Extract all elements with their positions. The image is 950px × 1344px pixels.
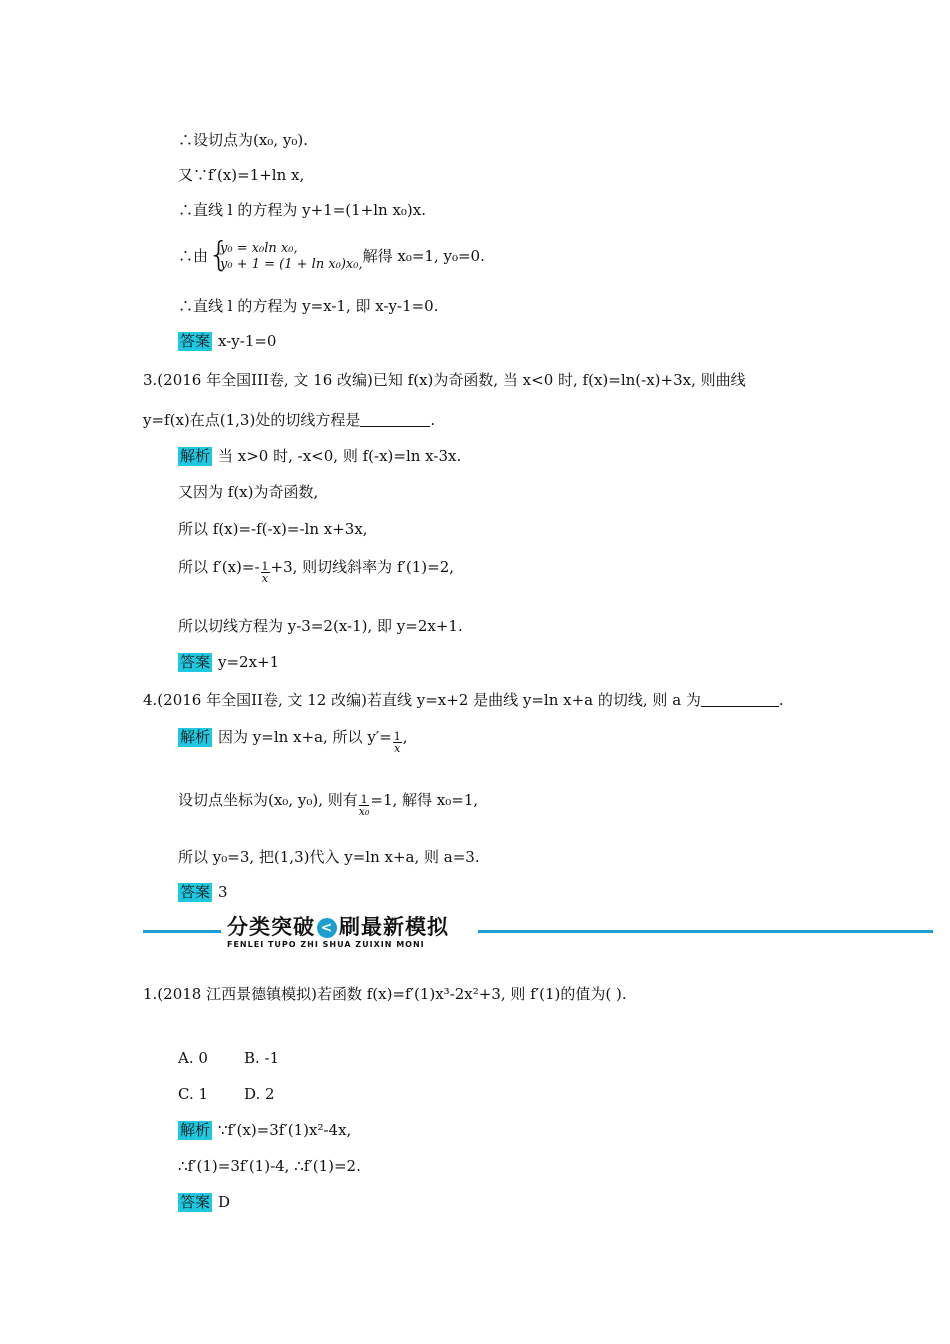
banner-rule-right [478, 930, 933, 933]
text-line: ∴设切点为(x₀, y₀). [178, 131, 308, 149]
text-line: 又∵f′(x)=1+ln x, [178, 166, 305, 184]
period: . [430, 411, 436, 429]
answer-value: 3 [218, 883, 228, 901]
system-equation-line [178, 235, 485, 275]
fraction [359, 794, 370, 817]
section-banner [143, 912, 933, 950]
denominator: x [394, 742, 401, 755]
text-line: 所以切线方程为 y-3=2(x-1), 即 y=2x+1. [178, 617, 463, 635]
fraction [261, 561, 270, 584]
arrow-left-icon: < [317, 918, 337, 938]
equation-system [208, 235, 363, 275]
banner-title-left: 分类突破 [227, 915, 315, 939]
answer-tag: 答案 [180, 653, 211, 671]
text-suffix: 解得 x₀=1, y₀=0. [362, 247, 485, 265]
question-text: 4.(2016 年全国II卷, 文 12 改编)若直线 y=x+2 是曲线 y=ln x+a 的切线, 则 a 为 [143, 691, 701, 709]
banner-title [227, 914, 449, 940]
option-a: A. 0 [178, 1049, 208, 1067]
fraction [393, 731, 402, 754]
analysis-line [178, 1120, 351, 1140]
banner-title-right: 刷最新模拟 [339, 915, 449, 939]
analysis-tag: 解析 [180, 1121, 211, 1139]
text-part: 所以 f′(x)=- [178, 558, 260, 576]
question-text: y=f(x)在点(1,3)处的切线方程是 [143, 411, 361, 429]
comma: , [402, 728, 408, 746]
answer-value: y=2x+1 [218, 653, 280, 671]
denominator: x [261, 572, 269, 585]
text-line: ∴f′(1)=3f′(1)-4, ∴f′(1)=2. [178, 1157, 361, 1175]
period: . [778, 691, 784, 709]
banner-subtitle: FENLEI TUPO ZHI SHUA ZUIXIN MONI [227, 940, 425, 949]
question-3-line-1: 3.(2016 年全国III卷, 文 16 改编)已知 f(x)为奇函数, 当 x<0 时, f(x)=ln(-x)+3x, 则曲线 [143, 371, 746, 389]
text-line-fraction [178, 557, 454, 584]
analysis-text: ∵f′(x)=3f′(1)x²-4x, [218, 1121, 352, 1139]
answer-value: x-y-1=0 [218, 332, 277, 350]
answer-value: D [218, 1193, 231, 1211]
numerator: 1 [360, 793, 368, 806]
equation-1: y₀ = x₀ln x₀, [220, 241, 298, 256]
text-line: 所以 f(x)=-f(-x)=-ln x+3x, [178, 520, 368, 538]
answer-tag: 答案 [180, 883, 211, 901]
analysis-line [178, 446, 461, 466]
question-4-line [143, 690, 784, 710]
brace-icon: { [208, 235, 230, 275]
text-line: ∴直线 l 的方程为 y=x-1, 即 x-y-1=0. [178, 297, 439, 315]
answer-line [178, 1192, 230, 1212]
answer-tag: 答案 [180, 1193, 211, 1211]
text-line: ∴直线 l 的方程为 y+1=(1+ln x₀)x. [178, 201, 426, 219]
option-c: C. 1 [178, 1085, 209, 1103]
mock-question-1: 1.(2018 江西景德镇模拟)若函数 f(x)=f′(1)x³-2x²+3, 则 f′(1)的值为( ). [143, 985, 627, 1003]
answer-line [178, 331, 276, 351]
answer-tag: 答案 [180, 332, 211, 350]
banner-rule-left [143, 930, 221, 933]
answer-blank [360, 412, 430, 427]
text-part: +3, 则切线斜率为 f′(1)=2, [270, 558, 455, 576]
analysis-line [178, 727, 408, 754]
text-part: 设切点坐标为(x₀, y₀), 则有 [178, 791, 358, 809]
text-line: 所以 y₀=3, 把(1,3)代入 y=ln x+a, 则 a=3. [178, 848, 480, 866]
answer-line [178, 882, 228, 902]
denominator: x₀ [358, 805, 370, 818]
options-row [178, 1084, 275, 1104]
analysis-text: 因为 y=ln x+a, 所以 y′= [218, 728, 392, 746]
text-prefix: ∴由 [178, 247, 209, 265]
answer-blank [701, 692, 779, 707]
analysis-tag: 解析 [180, 447, 211, 465]
question-3-line-2 [143, 410, 435, 430]
analysis-tag: 解析 [180, 728, 211, 746]
text-line-fraction [178, 790, 478, 817]
option-b: B. -1 [244, 1049, 280, 1067]
text-part: =1, 解得 x₀=1, [370, 791, 479, 809]
option-d: D. 2 [244, 1085, 275, 1103]
answer-line [178, 652, 279, 672]
options-row [178, 1048, 279, 1068]
text-line: 又因为 f(x)为奇函数, [178, 483, 319, 501]
analysis-text: 当 x>0 时, -x<0, 则 f(-x)=ln x-3x. [218, 447, 462, 465]
equation-2: y₀ + 1 = (1 + ln x₀)x₀, [220, 257, 363, 272]
numerator: 1 [261, 560, 269, 573]
numerator: 1 [393, 730, 401, 743]
